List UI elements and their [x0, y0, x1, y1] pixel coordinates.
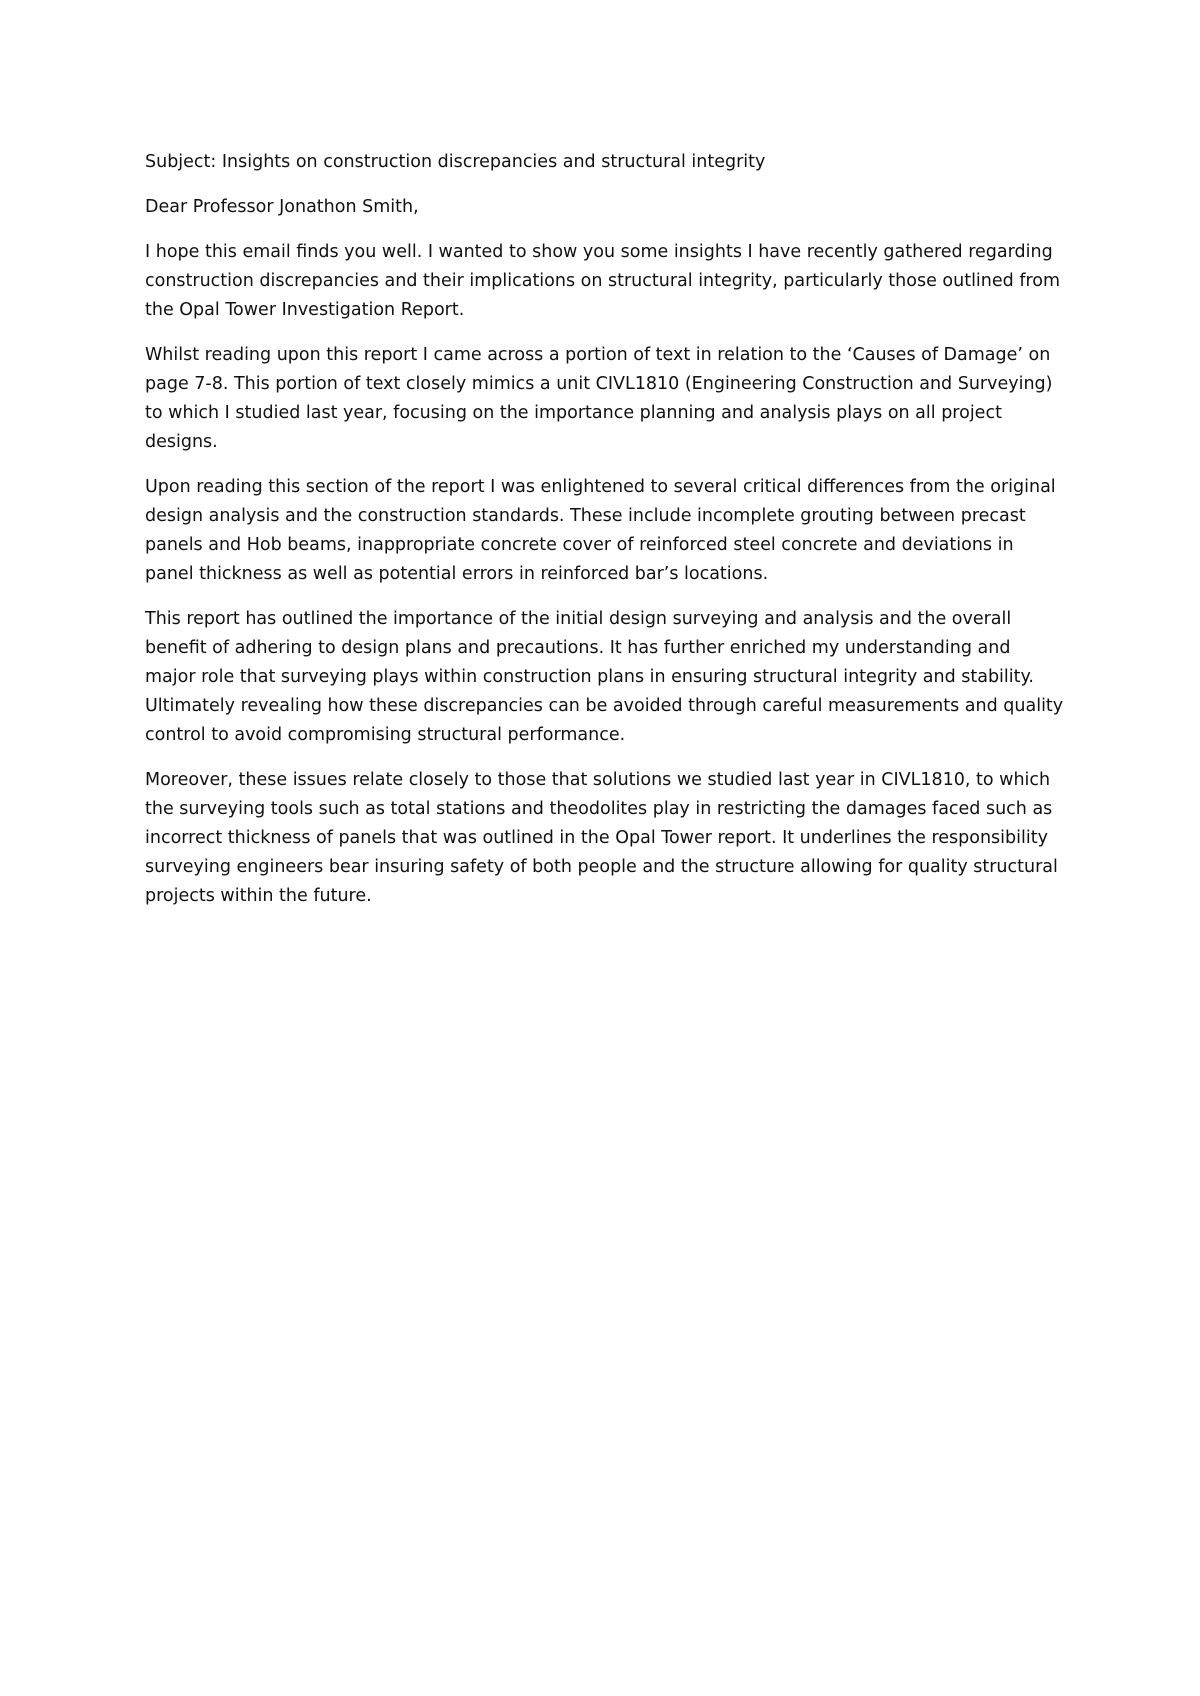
paragraph-2: Whilst reading upon this report I came across a portion of text in relation to the ‘Causes of Damage’ on page 7-8. This portion of text closely mimics a unit CIVL1810 (Engineering Construction and Surveying) to which I studied last year, focusing on the importance planning and analysis plays on all project designs. [145, 345, 1053, 452]
email-salutation: Dear Professor Jonathon Smith, [145, 197, 419, 217]
paragraph-5: Moreover, these issues relate closely to those that solutions we studied last year in CIVL1810, to which the surveying tools such as total stations and theodolites play in restricting the damages faced such as incorrect thickness of panels that was outlined in the Opal Tower report. It underlines the responsibility surveying engineers bear insuring safety of both people and the structure allowing for quality structural projects within the future. [145, 770, 1058, 906]
paragraph-4: This report has outlined the importance of the initial design surveying and analysis and the overall benefit of adhering to design plans and precautions. It has further enriched my understanding and major role that surveying plays within construction plans in ensuring structural integrity and stability. Ultimately revealing how these discrepancies can be avoided through careful measurements and quality control to avoid compromising structural performance. [145, 609, 1064, 745]
paragraph-3: Upon reading this section of the report I was enlightened to several critical differences from the original design analysis and the construction standards. These include incomplete grouting between precast panels and Hob beams, inappropriate concrete cover of reinforced steel concrete and deviations in panel thickness as well as potential errors in reinforced bar’s locations. [145, 477, 1056, 584]
email-subject: Subject: Insights on construction discrepancies and structural integrity [145, 152, 766, 172]
paragraph-1: I hope this email finds you well. I wanted to show you some insights I have recently gathered regarding construction discrepancies and their implications on structural integrity, particularly those outlined from the Opal Tower Investigation Report. [145, 242, 1061, 320]
email-body [145, 148, 1065, 927]
